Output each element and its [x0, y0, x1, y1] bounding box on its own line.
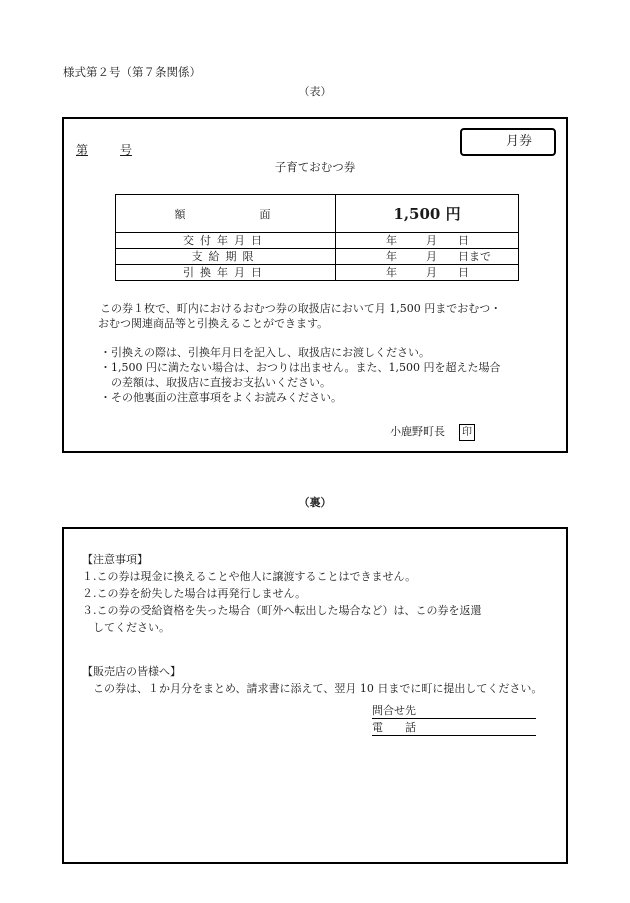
month-label: 月	[426, 266, 437, 279]
month-label: 月	[426, 234, 437, 247]
period-row	[116, 249, 519, 265]
issuer-signature	[390, 423, 475, 441]
ticket-number-suffix: 号	[120, 143, 133, 157]
issue-date-value	[336, 233, 519, 249]
amount-row	[116, 195, 519, 233]
description-line: この券１枚で、町内におけるおむつ券の取扱店において月 1,500 円までおむつ・	[100, 302, 502, 315]
month-label: 月	[426, 250, 437, 263]
ticket-description	[100, 301, 501, 331]
ticket-type-box: 月券	[460, 128, 556, 156]
amount-label: 額 面	[116, 195, 336, 233]
note-line: ・1,500 円に満たない場合は、おつりは出ません。また、1,500 円を超えた場合	[100, 361, 501, 374]
exchange-date-row	[116, 265, 519, 281]
description-line: おむつ関連商品等と引換えることができます。	[98, 317, 329, 330]
caution-line: １.この券は現金に換えることや他人に譲渡することはできません。	[82, 570, 417, 583]
ticket-number-prefix: 第	[76, 143, 89, 157]
year-label: 年	[386, 266, 397, 279]
shop-heading: 【販売店の皆様へ】	[82, 665, 181, 678]
day-label: 日	[458, 266, 469, 279]
note-line: の差額は、取扱店に直接お支払いください。	[100, 376, 331, 389]
year-label: 年	[386, 234, 397, 247]
amount-value: 1,500 円	[336, 195, 519, 233]
seal-stamp: 印	[459, 424, 475, 441]
ticket-number-field	[76, 141, 132, 158]
shop-line: この券は、１か月分をまとめ、請求書に添えて、翌月 10 日までに町に提出してください。	[82, 682, 543, 695]
form-number: 様式第２号（第７条関係）	[63, 65, 201, 79]
ticket-notes	[100, 345, 501, 405]
shop-notice	[82, 663, 542, 697]
issue-date-label: 交付年月日	[116, 233, 336, 249]
caution-line: ３.この券の受給資格を失った場合（町外へ転出した場合など）は、この券を返還	[82, 604, 482, 617]
year-label: 年	[386, 250, 397, 263]
exchange-date-value	[336, 265, 519, 281]
exchange-date-label: 引換年月日	[116, 265, 336, 281]
period-label: 支給期限	[116, 249, 336, 265]
contact-field	[372, 703, 536, 719]
contact-label: 問合せ先	[372, 704, 416, 717]
ticket-back-panel	[62, 527, 568, 864]
issuer-name: 小鹿野町長	[390, 425, 445, 438]
day-until-label: 日まで	[458, 250, 491, 263]
caution-line: ２.この券を紛失した場合は再発行しません。	[82, 587, 307, 600]
ticket-front-panel	[62, 117, 568, 453]
phone-label: 電 話	[372, 721, 416, 734]
day-label: 日	[458, 234, 469, 247]
front-side-label: （表）	[298, 85, 332, 98]
back-side-label: （裏）	[298, 496, 332, 509]
phone-field	[372, 720, 536, 736]
ticket-title: 子育ておむつ券	[274, 160, 356, 174]
caution-notes	[82, 551, 482, 636]
note-line: ・その他裏面の注意事項をよくお読みください。	[100, 391, 342, 404]
period-value	[336, 249, 519, 265]
note-line: ・引換えの際は、引換年月日を記入し、取扱店にお渡しください。	[100, 346, 430, 359]
caution-heading: 【注意事項】	[82, 553, 148, 566]
issue-date-row	[116, 233, 519, 249]
ticket-info-table	[115, 194, 519, 281]
caution-line: してください。	[82, 621, 170, 634]
